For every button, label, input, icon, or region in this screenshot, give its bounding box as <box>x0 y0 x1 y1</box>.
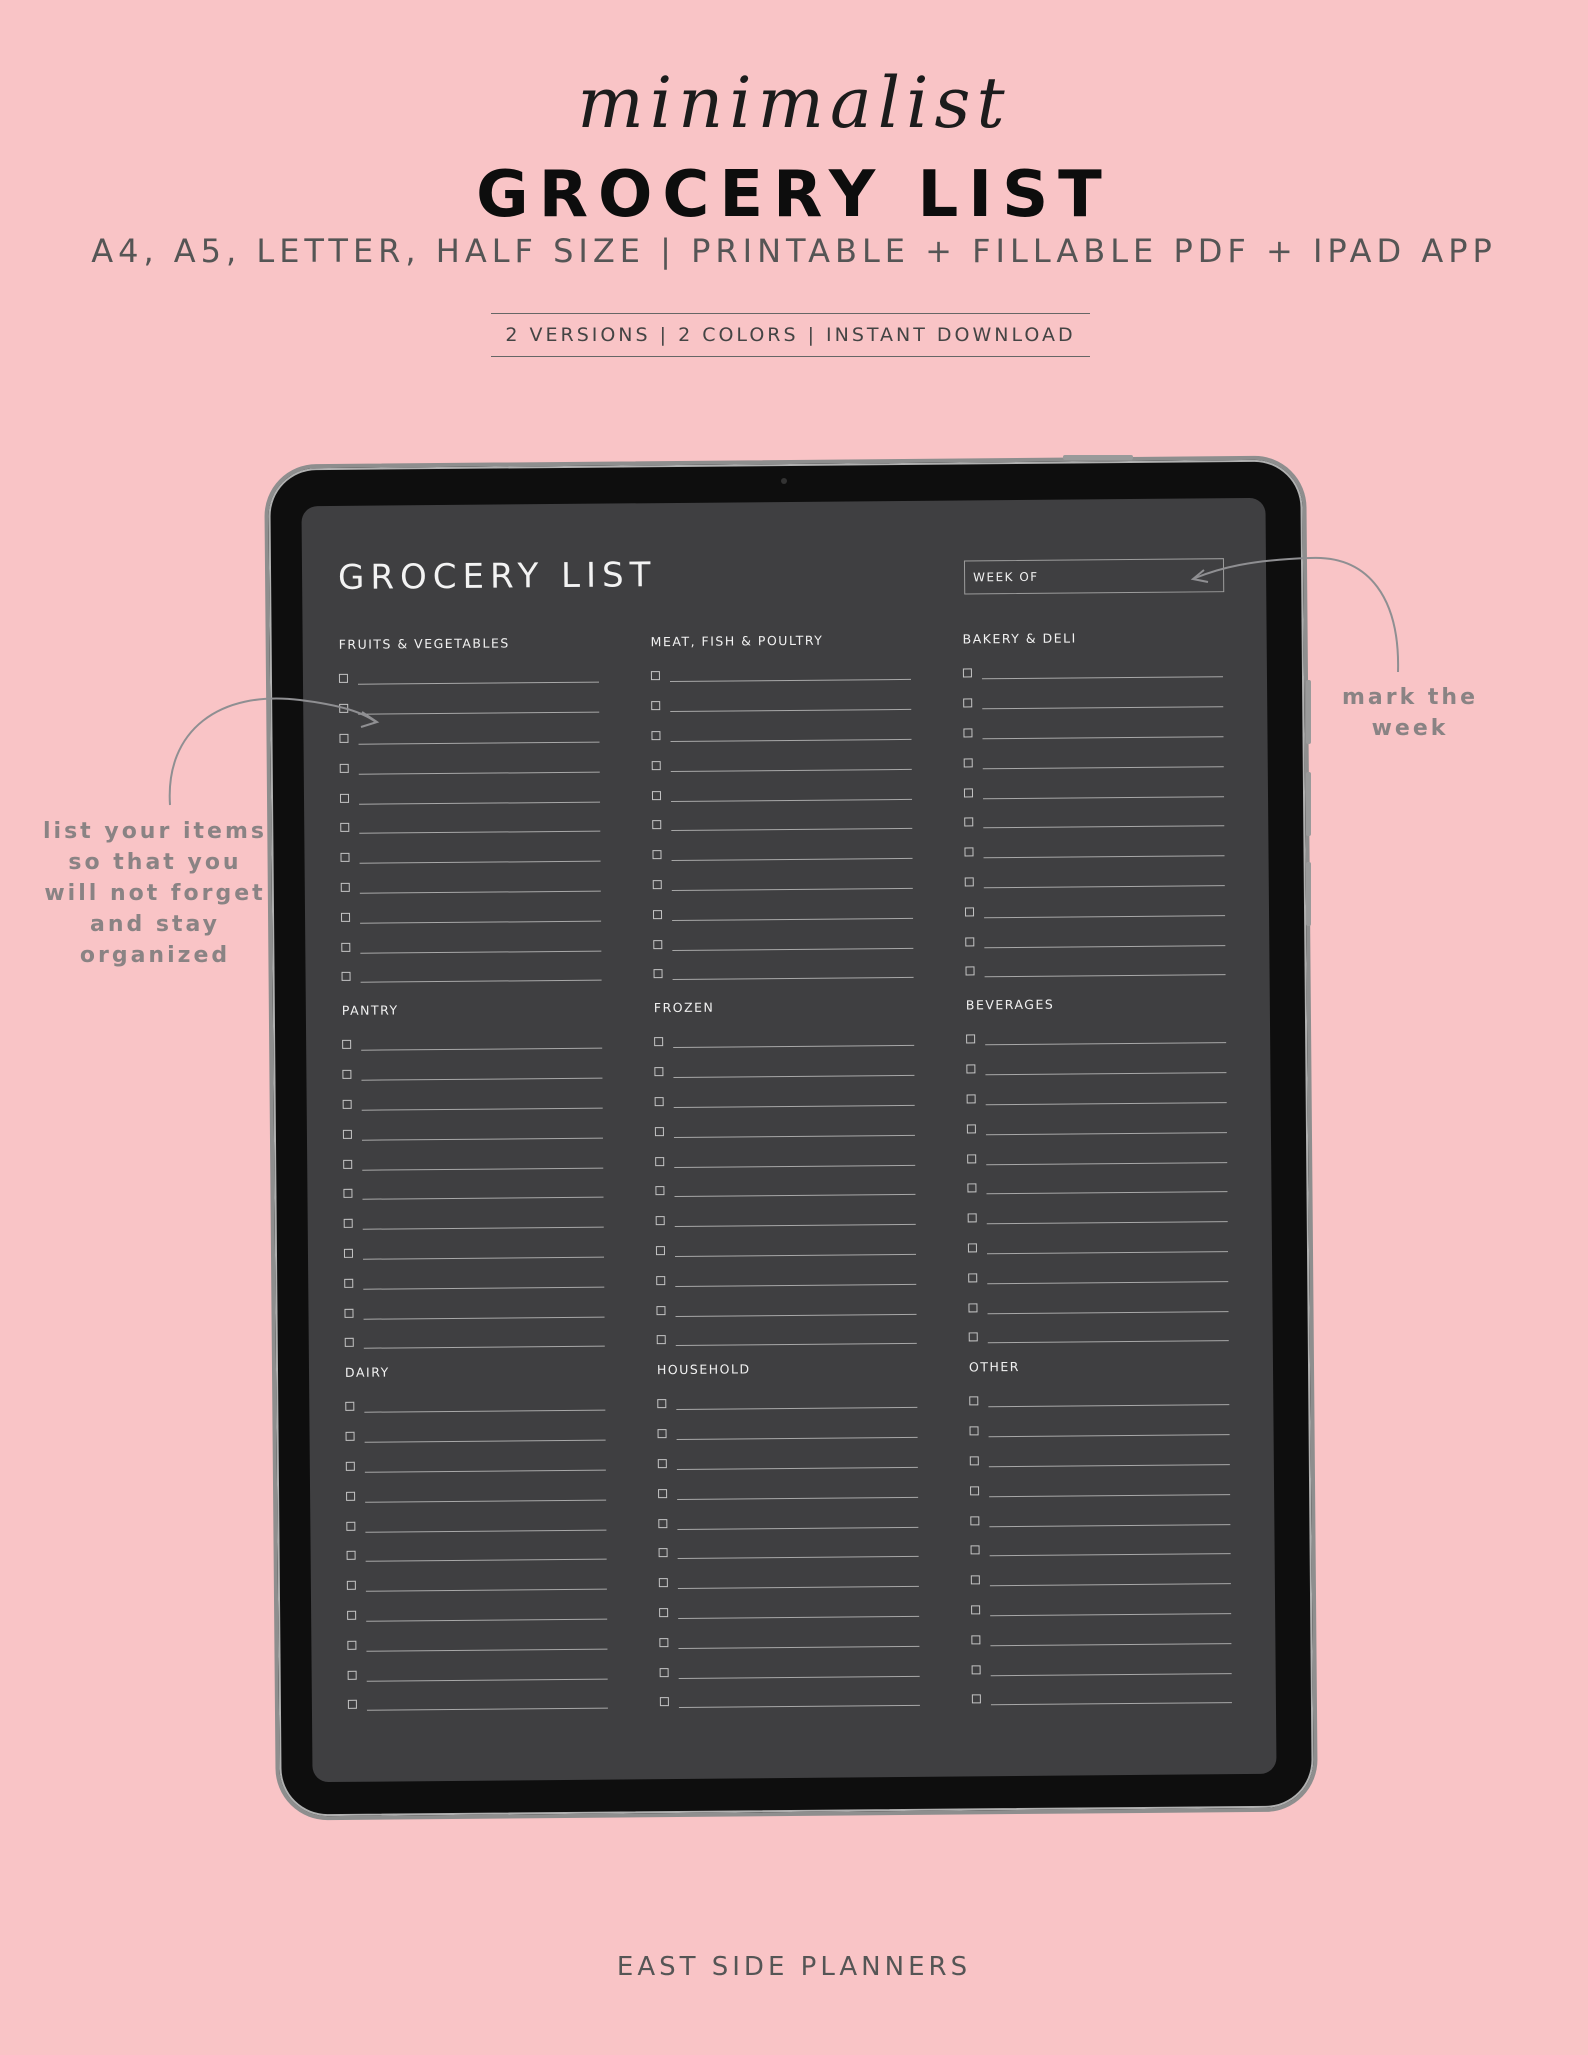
section-title: PANTRY <box>341 1002 399 1018</box>
section-title: OTHER <box>968 1358 1021 1375</box>
script-title: minimalist <box>577 62 1011 144</box>
section-title: BAKERY & DELI <box>962 630 1077 647</box>
brand-footer: EAST SIDE PLANNERS <box>616 1952 972 1982</box>
section-title: BEVERAGES <box>965 996 1055 1013</box>
product-title: GROCERY LIST <box>476 158 1112 232</box>
right-annotation: mark the week <box>1341 685 1478 741</box>
week-of-label: WEEK OF <box>973 569 1039 585</box>
section-title: MEAT, FISH & POULTRY <box>650 632 824 650</box>
right-arrow-icon <box>1195 558 1398 672</box>
section-title: FRUITS & VEGETABLES <box>338 635 510 652</box>
left-annotation: list your items so that you will not forget and stay organized <box>43 819 267 968</box>
document-title: GROCERY LIST <box>337 555 657 598</box>
section-title: DAIRY <box>344 1364 390 1380</box>
section-title: FROZEN <box>653 999 715 1016</box>
formats-subtitle: A4, A5, LETTER, HALF SIZE | PRINTABLE + FILLABLE PDF + IPAD APP <box>91 232 1497 270</box>
section-title: HOUSEHOLD <box>656 1361 751 1378</box>
tagline-text: 2 VERSIONS | 2 COLORS | INSTANT DOWNLOAD <box>505 324 1076 346</box>
left-arrow-icon <box>170 698 376 805</box>
